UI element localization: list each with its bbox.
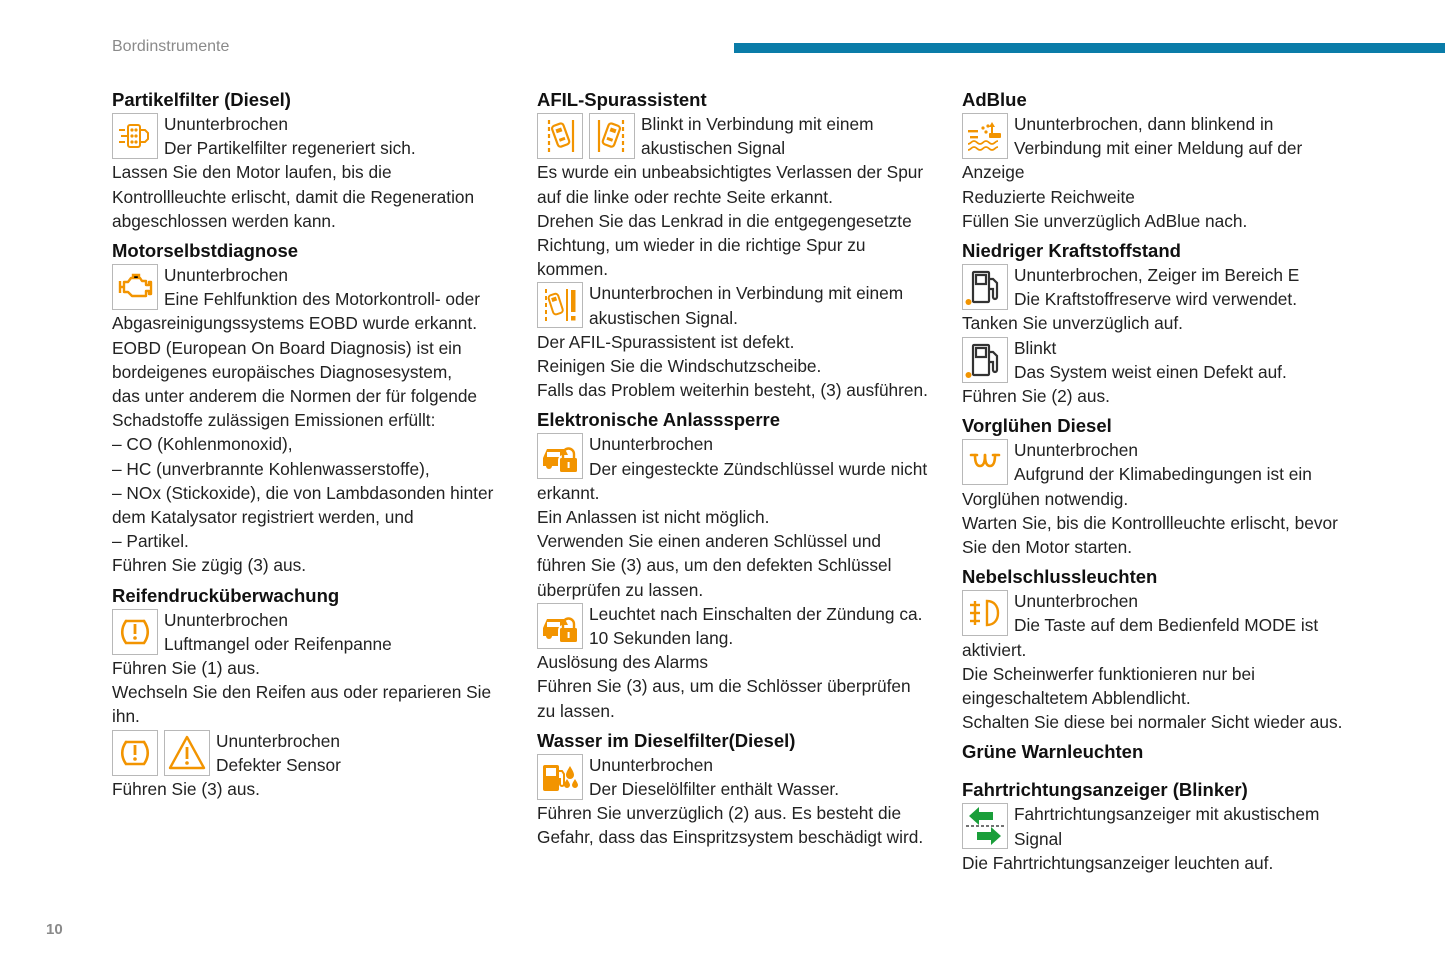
icon-group <box>112 609 158 655</box>
text-line: Tanken Sie unverzüglich auf. <box>962 313 1183 334</box>
icon-group <box>537 113 635 159</box>
warning-light-entry <box>112 608 507 729</box>
glow-plug-icon <box>962 439 1008 485</box>
warning-light-entry <box>962 112 1362 233</box>
tire-pressure-icon <box>112 730 158 776</box>
text-line: Gefahr, dass das Einspritzsystem beschädigt wird. <box>537 827 924 848</box>
lane-right-icon <box>589 113 635 159</box>
warning-light-entry <box>537 753 932 850</box>
icon-group <box>112 113 158 159</box>
column-2 <box>537 88 932 856</box>
icon-group <box>962 439 1008 485</box>
section <box>962 239 1362 408</box>
text-line: Führen Sie (3) aus. <box>112 779 260 800</box>
text-line: Die Fahrtrichtungsanzeiger leuchten auf. <box>962 852 1274 873</box>
text-line: eingeschaltetem Abblendlicht. <box>962 688 1191 709</box>
text-line: Verwenden Sie einen anderen Schlüssel und <box>537 531 881 552</box>
car-lock-icon <box>537 433 583 479</box>
section-title: AdBlue <box>962 89 1027 110</box>
warning-light-entry <box>112 112 507 233</box>
icon-group <box>537 282 583 328</box>
text-line: Schadstoffe zulässigen Emissionen erfüllt: <box>112 410 436 431</box>
section-title: Nebelschlussleuchten <box>962 566 1158 588</box>
text-line: Reduzierte Reichweite <box>962 186 1135 207</box>
text-line: Das System weist einen Defekt auf. <box>1014 361 1287 382</box>
water-in-diesel-icon <box>537 754 583 800</box>
page-header-title: Bordinstrumente <box>112 38 230 55</box>
warning-light-entry <box>962 263 1362 336</box>
icon-group <box>962 113 1008 159</box>
text-line: Eine Fehlfunktion des Motorkontroll- oder <box>164 289 481 310</box>
text-line: kommen. <box>537 259 609 280</box>
text-line: dem Katalysator registriert werden, und <box>112 507 414 528</box>
text-line: Aufgrund der Klimabedingungen ist ein <box>1014 464 1312 485</box>
text-line: erkannt. <box>537 482 600 503</box>
text-line: aktiviert. <box>962 639 1027 660</box>
section-title: Grüne Warnleuchten <box>962 741 1144 763</box>
text-line: Führen Sie (3) aus, um die Schlösser überprüfen <box>537 676 911 697</box>
text-line: – HC (unverbrannte Kohlenwasserstoffe), <box>112 458 430 479</box>
section <box>962 778 1362 875</box>
warning-light-entry <box>962 589 1362 734</box>
text-line: Verbindung mit einer Meldung auf der <box>1014 138 1303 159</box>
text-line: Ununterbrochen, Zeiger im Bereich E <box>1014 265 1300 286</box>
text-line: Defekter Sensor <box>216 754 341 775</box>
text-line: Blinkt <box>1014 337 1057 358</box>
text-line: akustischen Signal <box>641 138 786 159</box>
text-line: Fahrtrichtungsanzeiger mit akustischem <box>1014 804 1320 825</box>
text-line: Blinkt in Verbindung mit einem <box>641 114 874 134</box>
text-line: Ununterbrochen <box>1014 440 1138 461</box>
car-lock-icon <box>537 603 583 649</box>
text-line: Abgasreinigungssystems EOBD wurde erkannt. <box>112 313 477 334</box>
text-line: Reinigen Sie die Windschutzscheibe. <box>537 356 822 377</box>
text-line: Der Partikelfilter regeneriert sich. <box>164 138 416 159</box>
text-line: Ein Anlassen ist nicht möglich. <box>537 507 770 528</box>
warning-light-entry <box>537 602 932 723</box>
section-title: Reifendrucküberwachung <box>112 584 340 606</box>
lane-left-icon <box>537 113 583 159</box>
text-line: Kontrollleuchte erlischt, damit die Regeneration <box>112 186 475 207</box>
text-line: Führen Sie unverzüglich (2) aus. Es besteht die <box>537 803 902 824</box>
text-line: Ununterbrochen in Verbindung mit einem <box>589 283 904 304</box>
text-line: Es wurde ein unbeabsichtigtes Verlassen der Spur <box>537 162 924 183</box>
warning-light-entry <box>962 336 1362 409</box>
text-line: Wechseln Sie den Reifen aus oder reparieren Sie <box>112 682 492 703</box>
icon-group <box>962 337 1008 383</box>
text-line: EOBD (European On Board Diagnosis) ist ein <box>112 337 462 358</box>
tire-pressure-icon <box>112 609 158 655</box>
section <box>537 729 932 850</box>
section-title: Fahrtrichtungsanzeiger (Blinker) <box>962 779 1248 801</box>
warning-triangle-icon <box>164 730 210 776</box>
warning-light-entry <box>112 729 507 802</box>
section-title: AFIL-Spurassistent <box>537 89 707 110</box>
text-line: Der eingesteckte Zündschlüssel wurde nicht <box>589 458 928 479</box>
text-line: auf die linke oder rechte Seite erkannt. <box>537 186 833 207</box>
column-3 <box>962 88 1362 881</box>
warning-light-entry <box>537 112 932 281</box>
icon-group <box>962 803 1008 849</box>
section-title: Partikelfilter (Diesel) <box>112 89 291 110</box>
text-line: Luftmangel oder Reifenpanne <box>164 633 392 654</box>
page-number: 10 <box>46 921 63 938</box>
text-line: 10 Sekunden lang. <box>589 628 734 649</box>
text-line: Anzeige <box>962 162 1025 183</box>
text-line: Warten Sie, bis die Kontrollleuchte erlischt, bevor <box>962 512 1338 533</box>
section <box>537 408 932 722</box>
section-title: Wasser im Dieselfilter(Diesel) <box>537 729 796 751</box>
section-title: Motorselbstdiagnose <box>112 240 299 262</box>
section <box>962 565 1362 734</box>
fuel-pump-icon <box>962 264 1008 310</box>
text-line: Auslösung des Alarms <box>537 652 708 673</box>
text-line: Die Taste auf dem Bedienfeld MODE ist <box>1014 615 1319 636</box>
rear-fog-icon <box>962 590 1008 636</box>
text-line: Ununterbrochen <box>164 265 288 286</box>
text-line: Ununterbrochen <box>216 730 340 751</box>
text-line: Schalten Sie diese bei normaler Sicht wieder aus. <box>962 712 1343 733</box>
text-line: akustischen Signal. <box>589 307 738 328</box>
text-line: ihn. <box>112 706 140 727</box>
text-line: Führen Sie (2) aus. <box>962 386 1110 407</box>
section <box>962 740 1362 764</box>
text-line: Lassen Sie den Motor laufen, bis die <box>112 162 392 183</box>
section <box>112 584 507 802</box>
text-line: Leuchtet nach Einschalten der Zündung ca. <box>589 603 923 624</box>
text-line: – NOx (Stickoxide), die von Lambdasonden hinter <box>112 482 494 503</box>
text-line: Drehen Sie das Lenkrad in die entgegengesetzte <box>537 210 912 231</box>
text-line: Der Dieselölfilter enthält Wasser. <box>589 779 840 800</box>
icon-group <box>537 433 583 479</box>
text-line: Füllen Sie unverzüglich AdBlue nach. <box>962 210 1248 231</box>
text-line: Ununterbrochen <box>164 609 288 630</box>
section-title: Elektronische Anlasssperre <box>537 409 781 431</box>
text-line: das unter anderem die Normen der für folgende <box>112 386 478 407</box>
turn-signal-icon <box>962 803 1008 849</box>
icon-group <box>112 264 158 310</box>
text-line: zu lassen. <box>537 700 615 721</box>
warning-light-entry <box>537 432 932 601</box>
engine-icon <box>112 264 158 310</box>
particle-filter-icon <box>112 113 158 159</box>
section-title: Vorglühen Diesel <box>962 415 1112 437</box>
text-line: Sie den Motor starten. <box>962 537 1133 558</box>
text-line: Führen Sie (1) aus. <box>112 658 260 679</box>
header-accent-bar <box>734 43 1445 53</box>
text-line: Signal <box>1014 828 1063 849</box>
text-line: Die Kraftstoffreserve wird verwendet. <box>1014 289 1298 310</box>
text-line: Richtung, um wieder in die richtige Spur zu <box>537 235 866 256</box>
warning-light-entry <box>962 438 1362 559</box>
text-line: – Partikel. <box>112 531 189 552</box>
section <box>112 239 507 578</box>
text-line: Falls das Problem weiterhin besteht, (3) ausführen. <box>537 380 928 401</box>
text-line: Ununterbrochen, dann blinkend in <box>1014 114 1274 134</box>
warning-light-entry <box>112 263 507 578</box>
adblue-icon <box>962 113 1008 159</box>
fuel-pump-icon <box>962 337 1008 383</box>
icon-group <box>112 730 210 776</box>
icon-group <box>537 754 583 800</box>
section <box>962 88 1362 233</box>
text-line: bordeigenes europäisches Diagnosesystem, <box>112 361 453 382</box>
text-line: abgeschlossen werden kann. <box>112 210 336 231</box>
text-line: Vorglühen notwendig. <box>962 488 1129 509</box>
section <box>537 88 932 402</box>
text-line: überprüfen zu lassen. <box>537 579 704 600</box>
text-line: Ununterbrochen <box>589 434 713 455</box>
warning-light-entry <box>962 802 1362 875</box>
text-line: Ununterbrochen <box>1014 591 1138 612</box>
icon-group <box>537 603 583 649</box>
section <box>962 414 1362 559</box>
text-line: Der AFIL-Spurassistent ist defekt. <box>537 331 795 352</box>
icon-group <box>962 264 1008 310</box>
text-line: Die Scheinwerfer funktionieren nur bei <box>962 663 1255 684</box>
lane-fault-icon <box>537 282 583 328</box>
text-line: Ununterbrochen <box>164 114 288 134</box>
text-line: Führen Sie zügig (3) aus. <box>112 555 307 576</box>
text-line: führen Sie (3) aus, um den defekten Schlüssel <box>537 555 892 576</box>
section <box>112 88 507 233</box>
icon-group <box>962 590 1008 636</box>
column-1 <box>112 88 507 807</box>
text-line: Ununterbrochen <box>589 754 713 775</box>
section-title: Niedriger Kraftstoffstand <box>962 240 1181 262</box>
text-line: – CO (Kohlenmonoxid), <box>112 434 293 455</box>
warning-light-entry <box>537 281 932 402</box>
